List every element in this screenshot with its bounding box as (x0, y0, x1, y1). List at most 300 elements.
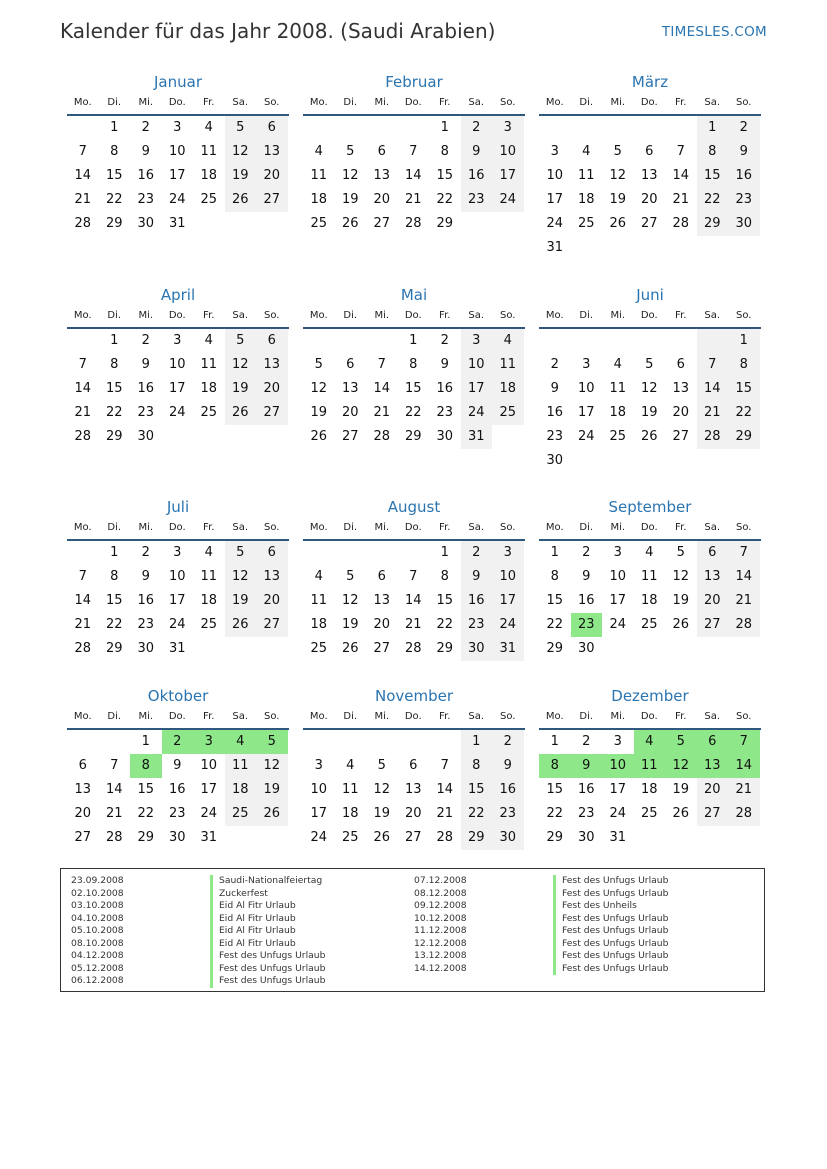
month-name: Juni (636, 286, 664, 304)
day-cell: 24 (310, 830, 328, 845)
empty-day-cell (256, 637, 288, 661)
week-row (303, 425, 525, 449)
day-cell: 7 (78, 144, 87, 159)
day-cell: 25 (200, 192, 218, 207)
day-cell: 9 (141, 144, 150, 159)
day-cell: 9 (141, 357, 150, 372)
week-row (303, 826, 525, 850)
day-cell: 25 (341, 830, 359, 845)
holiday-day-cell: 13 (697, 754, 729, 778)
day-cell: 23 (137, 405, 155, 420)
day-cell: 31 (546, 240, 564, 255)
legend-holiday-name: Eid Al Fitr Urlaub (210, 900, 325, 913)
empty-day-cell (162, 425, 194, 449)
holiday-day-cell: 5 (665, 730, 697, 754)
legend-date: 11.12.2008 (414, 925, 467, 936)
day-cell: 2 (141, 120, 150, 135)
day-cell: 23 (137, 617, 155, 632)
month-juni (539, 284, 761, 473)
day-cell: 18 (225, 778, 257, 802)
day-cell: 23 (137, 192, 155, 207)
day-cell: 19 (672, 593, 690, 608)
empty-day-cell (634, 329, 666, 353)
day-cell: 11 (609, 381, 627, 396)
weekday-label: Do. (168, 522, 186, 533)
week-row (67, 754, 289, 778)
legend-holiday-name: Fest des Unheils (553, 900, 668, 913)
weekday-label: Di. (579, 711, 594, 722)
weekday-label: So. (500, 97, 516, 108)
day-cell: 22 (137, 806, 155, 821)
day-cell: 17 (577, 405, 595, 420)
weekday-label: Sa. (232, 711, 249, 722)
day-cell: 22 (728, 401, 760, 425)
day-cell: 21 (436, 806, 454, 821)
week-row (539, 541, 761, 565)
legend-holiday-name: Fest des Unfugs Urlaub (553, 888, 668, 901)
day-cell: 4 (314, 569, 323, 584)
day-cell: 2 (582, 734, 591, 749)
day-cell: 4 (645, 545, 654, 560)
weekday-label: Di. (343, 711, 358, 722)
day-cell: 7 (697, 353, 729, 377)
day-cell: 13 (74, 782, 92, 797)
legend-holiday-name: Eid Al Fitr Urlaub (210, 938, 325, 951)
holiday-day-cell: 8 (130, 754, 162, 778)
weekday-label: Mi. (610, 711, 626, 722)
weekday-label: So. (500, 522, 516, 533)
month-februar (303, 71, 525, 236)
day-cell: 24 (168, 192, 186, 207)
day-cell: 12 (225, 353, 257, 377)
day-cell: 21 (404, 617, 422, 632)
day-cell: 27 (256, 188, 288, 212)
day-cell: 26 (672, 617, 690, 632)
empty-day-cell (602, 449, 634, 473)
weekday-header (539, 518, 761, 541)
weekday-label: Mi. (610, 97, 626, 108)
day-cell: 19 (373, 806, 391, 821)
week-row (67, 637, 289, 661)
day-cell: 27 (404, 830, 422, 845)
day-cell: 22 (546, 617, 564, 632)
day-cell: 11 (200, 357, 218, 372)
empty-day-cell (728, 826, 760, 850)
day-cell: 9 (582, 569, 591, 584)
week-row (67, 802, 289, 826)
day-cell: 20 (404, 806, 422, 821)
day-cell: 24 (546, 216, 564, 231)
day-cell: 7 (440, 758, 449, 773)
weekday-label: So. (736, 97, 752, 108)
day-cell: 1 (110, 120, 119, 135)
day-cell: 31 (461, 425, 493, 449)
empty-day-cell (225, 826, 257, 850)
weekday-label: Do. (168, 310, 186, 321)
day-cell: 16 (137, 168, 155, 183)
legend-dates-right (414, 875, 467, 975)
empty-day-cell (571, 116, 603, 140)
day-cell: 22 (461, 802, 493, 826)
day-cell: 16 (168, 782, 186, 797)
day-cell: 23 (436, 405, 454, 420)
week-row (303, 377, 525, 401)
day-cell: 31 (492, 637, 524, 661)
legend-date: 09.12.2008 (414, 900, 467, 911)
day-cell: 3 (173, 120, 182, 135)
day-cell: 21 (672, 192, 690, 207)
day-cell: 22 (436, 617, 454, 632)
day-cell: 29 (105, 216, 123, 231)
brand-logo-link[interactable]: TIMESLES.COM (661, 24, 767, 40)
day-cell: 6 (377, 569, 386, 584)
day-cell: 17 (200, 782, 218, 797)
week-row (67, 353, 289, 377)
weekday-label: Mo. (73, 522, 92, 533)
empty-day-cell (539, 329, 571, 353)
day-cell: 18 (341, 806, 359, 821)
week-row (539, 377, 761, 401)
month-oktober (67, 685, 289, 850)
weekday-header (303, 93, 525, 116)
legend-date: 05.12.2008 (71, 962, 124, 974)
day-cell: 8 (110, 144, 119, 159)
week-row (539, 188, 761, 212)
day-cell: 7 (377, 357, 386, 372)
holiday-day-cell: 3 (193, 730, 225, 754)
weekday-label: Sa. (704, 97, 721, 108)
legend-holiday-name: Zuckerfest (210, 888, 325, 901)
weekday-label: Mo. (545, 97, 564, 108)
day-cell: 17 (168, 168, 186, 183)
weekday-label: Mi. (138, 97, 154, 108)
day-cell: 15 (697, 164, 729, 188)
day-cell: 4 (613, 357, 622, 372)
day-cell: 8 (110, 569, 119, 584)
month-name: Oktober (147, 687, 209, 705)
day-cell: 25 (609, 429, 627, 444)
month-name: April (160, 286, 196, 304)
empty-day-cell (303, 730, 335, 754)
day-cell: 8 (409, 357, 418, 372)
empty-day-cell (335, 730, 367, 754)
day-cell: 12 (341, 593, 359, 608)
empty-day-cell (398, 541, 430, 565)
day-cell: 14 (404, 168, 422, 183)
weekday-header (303, 518, 525, 541)
day-cell: 28 (404, 641, 422, 656)
day-cell: 24 (168, 405, 186, 420)
month-name: Januar (154, 73, 202, 91)
day-cell: 6 (346, 357, 355, 372)
day-cell: 25 (640, 617, 658, 632)
day-cell: 9 (440, 357, 449, 372)
weekday-label: Fr. (203, 711, 215, 722)
day-cell: 2 (492, 730, 524, 754)
day-cell: 13 (373, 593, 391, 608)
weekday-label: Mo. (73, 97, 92, 108)
day-cell: 24 (200, 806, 218, 821)
weekday-label: Di. (579, 97, 594, 108)
empty-day-cell (665, 449, 697, 473)
day-cell: 18 (640, 593, 658, 608)
day-cell: 4 (204, 120, 213, 135)
day-cell: 5 (225, 116, 257, 140)
day-cell: 14 (436, 782, 454, 797)
weekday-label: Fr. (439, 522, 451, 533)
day-cell: 26 (341, 641, 359, 656)
week-row (67, 401, 289, 425)
week-row (67, 188, 289, 212)
weekday-label: Do. (404, 522, 422, 533)
weekday-label: Sa. (468, 522, 485, 533)
day-cell: 10 (609, 569, 627, 584)
week-row (303, 140, 525, 164)
empty-day-cell (665, 826, 697, 850)
legend-holiday-name: Eid Al Fitr Urlaub (210, 913, 325, 926)
day-cell: 12 (341, 168, 359, 183)
weekday-label: So. (736, 310, 752, 321)
day-cell: 11 (640, 569, 658, 584)
day-cell: 6 (645, 144, 654, 159)
day-cell: 6 (78, 758, 87, 773)
week-row (539, 353, 761, 377)
day-cell: 4 (314, 144, 323, 159)
weekday-label: Fr. (675, 522, 687, 533)
weekday-label: So. (500, 711, 516, 722)
day-cell: 4 (346, 758, 355, 773)
week-row (67, 212, 289, 236)
day-cell: 13 (256, 565, 288, 589)
empty-day-cell (728, 236, 760, 260)
month-name: August (387, 498, 441, 516)
day-cell: 6 (697, 541, 729, 565)
week-row (539, 329, 761, 353)
month-name: Dezember (611, 687, 689, 705)
day-cell: 7 (78, 357, 87, 372)
day-cell: 21 (105, 806, 123, 821)
day-cell: 2 (141, 545, 150, 560)
day-cell: 28 (404, 216, 422, 231)
day-cell: 27 (74, 830, 92, 845)
empty-day-cell (634, 826, 666, 850)
day-cell: 7 (409, 144, 418, 159)
day-cell: 2 (550, 357, 559, 372)
holiday-day-cell: 2 (162, 730, 194, 754)
week-row (539, 754, 761, 778)
empty-day-cell (303, 329, 335, 353)
empty-day-cell (256, 212, 288, 236)
day-cell: 3 (613, 734, 622, 749)
weekday-label: Sa. (232, 310, 249, 321)
day-cell: 20 (640, 192, 658, 207)
day-cell: 10 (492, 565, 524, 589)
day-cell: 27 (341, 429, 359, 444)
month-januar (67, 71, 289, 236)
weekday-label: Do. (404, 97, 422, 108)
empty-day-cell (256, 425, 288, 449)
empty-day-cell (728, 637, 760, 661)
month-märz (539, 71, 761, 260)
day-cell: 19 (256, 778, 288, 802)
day-cell: 6 (256, 541, 288, 565)
week-row (539, 236, 761, 260)
day-cell: 10 (577, 381, 595, 396)
day-cell: 30 (137, 429, 155, 444)
day-cell: 26 (609, 216, 627, 231)
weekday-label: Fr. (439, 97, 451, 108)
day-cell: 17 (492, 164, 524, 188)
legend-date: 10.12.2008 (414, 912, 467, 924)
day-cell: 23 (461, 613, 493, 637)
week-row (303, 164, 525, 188)
weekday-label: Di. (343, 522, 358, 533)
day-cell: 21 (74, 405, 92, 420)
weekday-header (539, 707, 761, 730)
day-cell: 24 (168, 617, 186, 632)
day-cell: 14 (672, 168, 690, 183)
day-cell: 7 (728, 541, 760, 565)
empty-day-cell (697, 236, 729, 260)
legend-holiday-name: Fest des Unfugs Urlaub (210, 975, 325, 988)
weekday-header (67, 93, 289, 116)
day-cell: 15 (404, 381, 422, 396)
legend-holiday-name: Saudi-Nationalfeiertag (210, 875, 325, 888)
week-row (67, 329, 289, 353)
day-cell: 18 (310, 617, 328, 632)
day-cell: 8 (440, 569, 449, 584)
empty-day-cell (67, 730, 99, 754)
day-cell: 24 (461, 401, 493, 425)
day-cell: 18 (310, 192, 328, 207)
page-title: Kalender für das Jahr 2008. (Saudi Arabien) (60, 19, 496, 43)
day-cell: 25 (200, 617, 218, 632)
day-cell: 7 (676, 144, 685, 159)
empty-day-cell (225, 212, 257, 236)
empty-day-cell (335, 541, 367, 565)
day-cell: 29 (697, 212, 729, 236)
day-cell: 30 (461, 637, 493, 661)
day-cell: 19 (310, 405, 328, 420)
empty-day-cell (571, 236, 603, 260)
day-cell: 28 (105, 830, 123, 845)
day-cell: 6 (377, 144, 386, 159)
day-cell: 26 (640, 429, 658, 444)
day-cell: 30 (577, 641, 595, 656)
legend-date: 23.09.2008 (71, 875, 124, 886)
day-cell: 10 (168, 569, 186, 584)
weekday-label: So. (500, 310, 516, 321)
day-cell: 7 (409, 569, 418, 584)
day-cell: 7 (110, 758, 119, 773)
day-cell: 26 (310, 429, 328, 444)
weekday-label: Sa. (704, 711, 721, 722)
day-cell: 30 (137, 641, 155, 656)
weekday-label: Mo. (73, 711, 92, 722)
week-row (539, 401, 761, 425)
day-cell: 22 (697, 188, 729, 212)
holiday-day-cell: 5 (256, 730, 288, 754)
day-cell: 7 (78, 569, 87, 584)
empty-day-cell (366, 730, 398, 754)
day-cell: 30 (436, 429, 454, 444)
day-cell: 29 (404, 429, 422, 444)
empty-day-cell (697, 329, 729, 353)
day-cell: 4 (204, 333, 213, 348)
legend-date: 13.12.2008 (414, 950, 467, 961)
empty-day-cell (225, 637, 257, 661)
weekday-label: Di. (107, 97, 122, 108)
weekday-label: Di. (107, 522, 122, 533)
day-cell: 18 (577, 192, 595, 207)
day-cell: 14 (74, 168, 92, 183)
day-cell: 25 (310, 641, 328, 656)
day-cell: 18 (200, 381, 218, 396)
day-cell: 5 (346, 569, 355, 584)
day-cell: 21 (728, 778, 760, 802)
day-cell: 16 (728, 164, 760, 188)
day-cell: 8 (440, 144, 449, 159)
day-cell: 20 (697, 589, 729, 613)
day-cell: 30 (492, 826, 524, 850)
week-row (539, 164, 761, 188)
empty-day-cell (728, 449, 760, 473)
month-september (539, 496, 761, 661)
week-row (539, 589, 761, 613)
empty-day-cell (634, 116, 666, 140)
day-cell: 1 (550, 734, 559, 749)
day-cell: 15 (105, 381, 123, 396)
weekday-label: Fr. (675, 711, 687, 722)
week-row (67, 826, 289, 850)
weekday-label: Mo. (545, 711, 564, 722)
week-row (303, 589, 525, 613)
day-cell: 3 (492, 541, 524, 565)
legend-dates-left (71, 875, 124, 988)
empty-day-cell (366, 329, 398, 353)
day-cell: 13 (404, 782, 422, 797)
weekday-header (67, 707, 289, 730)
legend-date: 07.12.2008 (414, 875, 467, 886)
week-row (303, 116, 525, 140)
day-cell: 20 (256, 377, 288, 401)
day-cell: 29 (461, 826, 493, 850)
weekday-header (303, 306, 525, 329)
day-cell: 14 (404, 593, 422, 608)
day-cell: 14 (373, 381, 391, 396)
day-cell: 30 (577, 830, 595, 845)
month-name: März (631, 73, 669, 91)
weekday-header (303, 707, 525, 730)
day-cell: 27 (373, 641, 391, 656)
day-cell: 17 (168, 381, 186, 396)
day-cell: 3 (613, 545, 622, 560)
empty-day-cell (602, 116, 634, 140)
weekday-label: Mo. (309, 310, 328, 321)
week-row (303, 802, 525, 826)
day-cell: 22 (105, 617, 123, 632)
day-cell: 8 (697, 140, 729, 164)
empty-day-cell (335, 329, 367, 353)
week-row (67, 613, 289, 637)
empty-day-cell (571, 329, 603, 353)
weekday-label: So. (736, 711, 752, 722)
week-row (303, 565, 525, 589)
day-cell: 28 (74, 641, 92, 656)
weekday-label: Sa. (468, 310, 485, 321)
week-row (539, 613, 761, 637)
day-cell: 12 (609, 168, 627, 183)
